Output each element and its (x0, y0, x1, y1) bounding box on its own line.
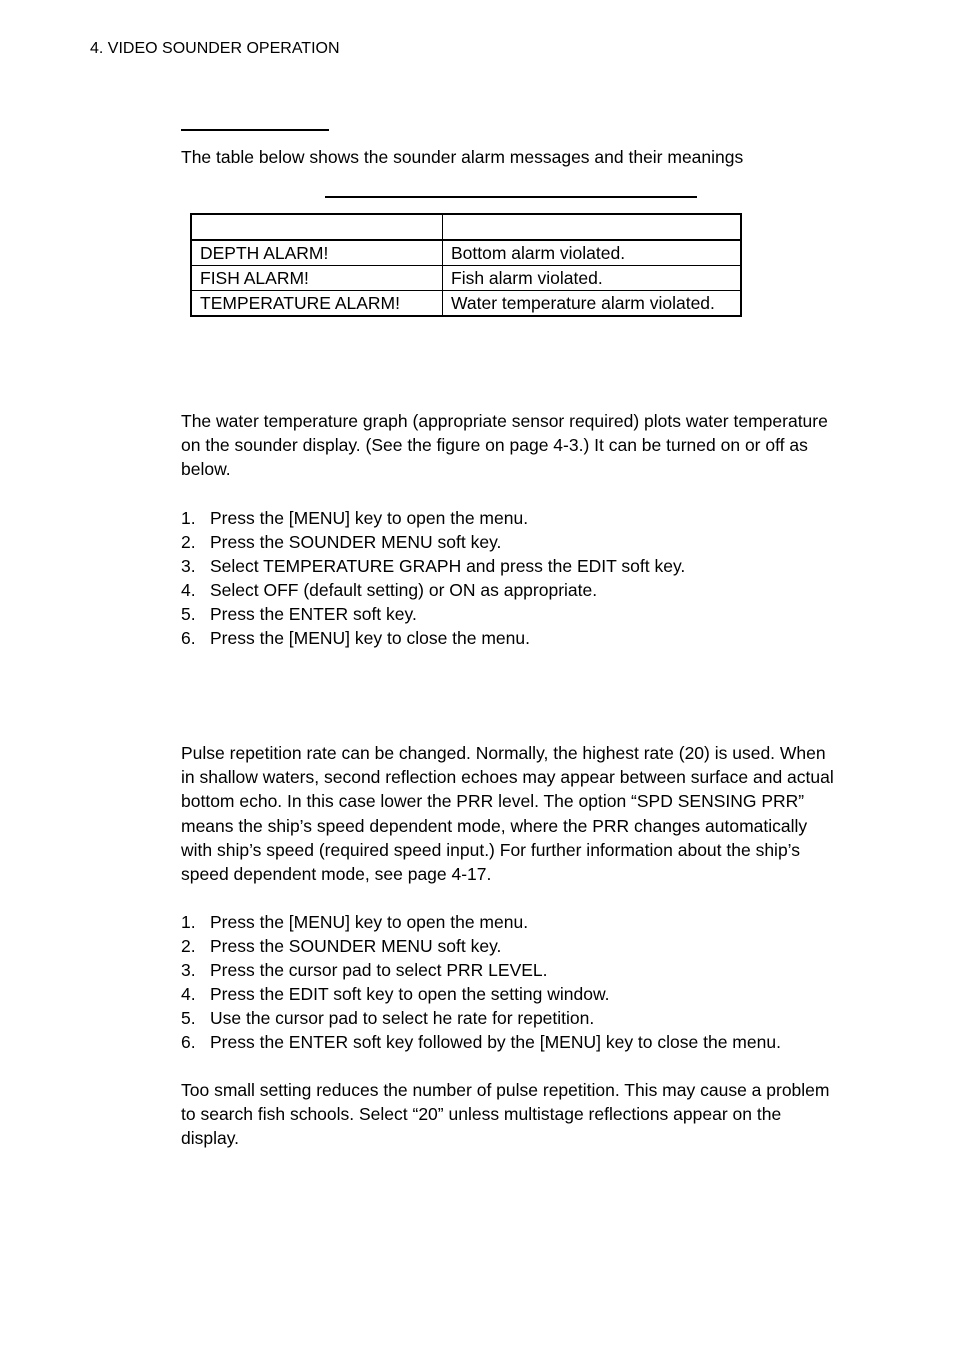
step-number: 6. (181, 1032, 196, 1053)
table-row (191, 240, 741, 266)
step-text: Press the SOUNDER MENU soft key. (210, 532, 502, 553)
prr-paragraph: Pulse repetition rate can be changed. Normally, the highest rate (20) is used. When in shallow waters, second reflection echoes may appear between surface and actual bottom echo. In this case lower the PRR level. The option “SPD SENSING PRR” means the ship’s speed dependent mode, where the PRR changes automatically with ship’s speed (required speed input.) For further information about the ship’s speed dependent mode, see page 4-17. (181, 743, 834, 885)
table-title-rule (325, 196, 697, 198)
step-text: Press the ENTER soft key followed by the [MENU] key to close the menu. (210, 1032, 781, 1053)
prr-steps (181, 910, 861, 1055)
table-row (191, 291, 741, 317)
step-text: Press the [MENU] key to open the menu. (210, 912, 529, 932)
alarm-message-table (190, 213, 742, 317)
step-text: Use the cursor pad to select he rate for repetition. (210, 1008, 595, 1029)
list-item (181, 554, 861, 578)
prr-note-paragraph: Too small setting reduces the number of pulse repetition. This may cause a problem to search fish schools. Select “20” unless multistage reflections appear on the display. (181, 1080, 830, 1149)
step-number: 5. (181, 604, 196, 625)
step-number: 3. (181, 960, 196, 981)
alarm-meaning-cell: Fish alarm violated. (443, 266, 742, 291)
step-text: Press the SOUNDER MENU soft key. (210, 936, 502, 957)
alarm-meaning-cell: Water temperature alarm violated. (443, 291, 742, 317)
temp-graph-steps (181, 506, 861, 651)
alarm-message-cell: TEMPERATURE ALARM! (191, 291, 443, 317)
step-text: Select TEMPERATURE GRAPH and press the EDIT soft key. (210, 556, 686, 577)
step-number: 4. (181, 580, 196, 601)
list-item (181, 626, 861, 650)
step-text: Press the [MENU] key to close the menu. (210, 628, 530, 649)
step-number: 1. (181, 508, 196, 528)
step-number: 6. (181, 628, 196, 649)
step-text: Press the ENTER soft key. (210, 604, 417, 625)
alarm-message-cell: FISH ALARM! (191, 266, 443, 291)
table-header-row (191, 214, 741, 240)
step-number: 4. (181, 984, 196, 1005)
table-header-message (191, 214, 443, 240)
list-item (181, 506, 861, 530)
alarm-meaning-cell: Bottom alarm violated. (443, 240, 742, 266)
step-number: 2. (181, 936, 196, 957)
list-item (181, 982, 861, 1006)
step-text: Press the EDIT soft key to open the setting window. (210, 984, 610, 1005)
step-text: Select OFF (default setting) or ON as appropriate. (210, 580, 598, 601)
temp-graph-paragraph: The water temperature graph (appropriate sensor required) plots water temperature on the sounder display. (See the figure on page 4-3.) It can be turned on or off as below. (181, 411, 828, 480)
list-item (181, 934, 861, 958)
list-item (181, 1006, 861, 1030)
list-item (181, 602, 861, 626)
list-item (181, 578, 861, 602)
table-row (191, 266, 741, 291)
list-item (181, 1030, 861, 1054)
step-number: 3. (181, 556, 196, 577)
step-text: Press the [MENU] key to open the menu. (210, 508, 529, 528)
alarm-intro-paragraph: The table below shows the sounder alarm messages and their meanings (181, 147, 744, 167)
step-number: 5. (181, 1008, 196, 1029)
list-item (181, 910, 861, 934)
table-header-meaning (443, 214, 742, 240)
section-heading-rule (181, 129, 329, 131)
running-head: 4. VIDEO SOUNDER OPERATION (90, 40, 340, 57)
step-number: 2. (181, 532, 196, 553)
list-item (181, 530, 861, 554)
step-number: 1. (181, 912, 196, 932)
step-text: Press the cursor pad to select PRR LEVEL. (210, 960, 548, 981)
list-item (181, 958, 861, 982)
alarm-message-cell: DEPTH ALARM! (191, 240, 443, 266)
